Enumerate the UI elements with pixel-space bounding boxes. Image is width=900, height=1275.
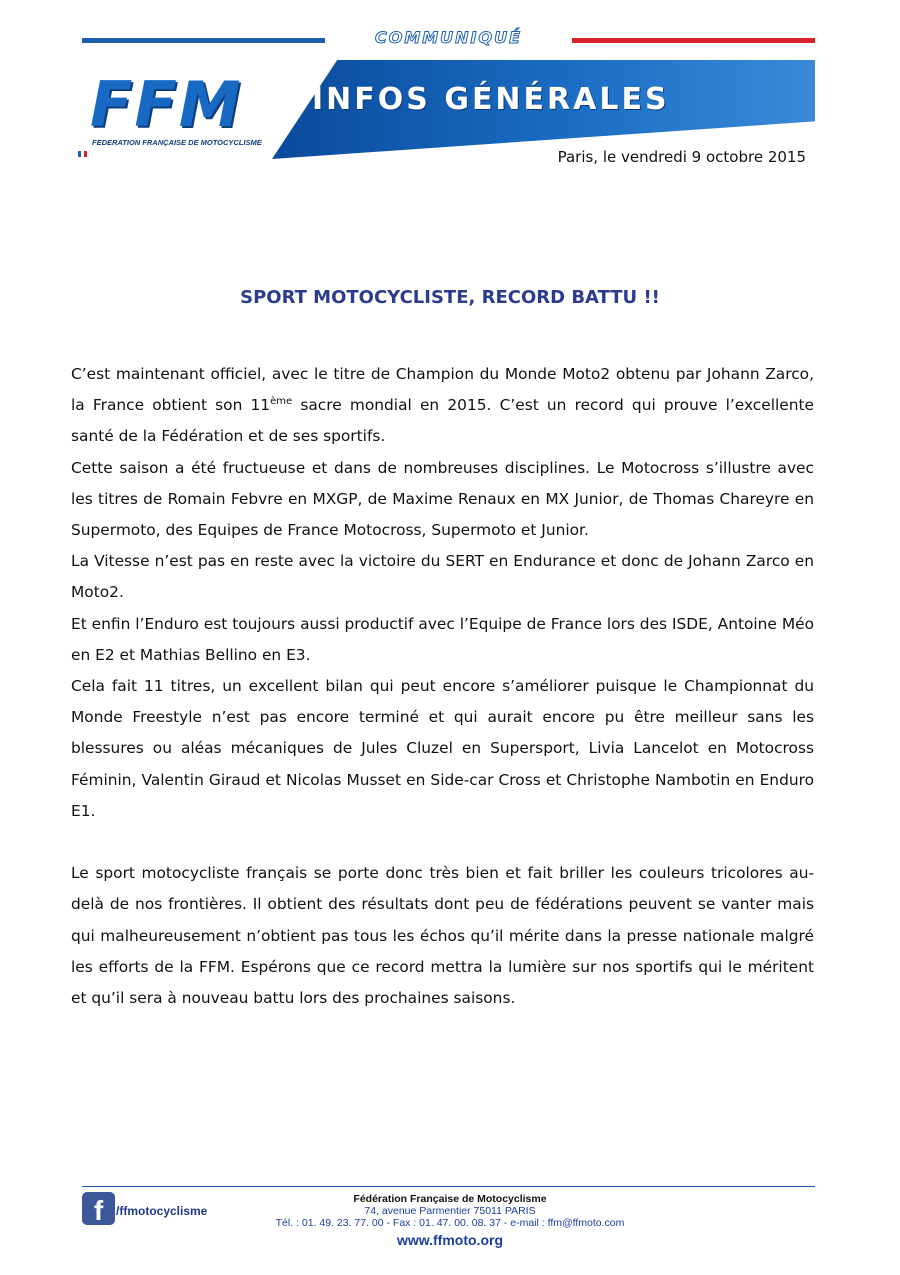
dateline: Paris, le vendredi 9 octobre 2015 — [557, 148, 806, 166]
footer-website-link[interactable]: www.ffmoto.org — [396, 1232, 504, 1248]
paragraph-6: Le sport motocycliste français se porte donc très bien et fait briller les couleurs tricolores au-delà de nos frontières. Il obtient des résultats dont peu de fédérations peuvent se vanter mais qui malheureusement n’obtient pas tous les échos qu’il mérite dans la presse nationale malgré les efforts de la FFM. Espérons que ce record mettra la lumière sur nos sportifs qui le méritent et qu’il sera à nouveau battu lors des prochaines saisons. — [71, 864, 814, 1008]
ordinal-superscript: ème — [270, 396, 293, 408]
paragraph-5: Cela fait 11 titres, un excellent bilan qui peut encore s’améliorer puisque le Championnat du Monde Freestyle n’est pas encore terminé et qui aurait encore pu être meilleur sans les blessures ou aléas mécaniques de Jules Cluzel en Supersport, Livia Lancelot en Motocross Féminin, Valentin Giraud et Nicolas Musset en Side-car Cross et Christophe Nambotin en Enduro E1. — [71, 677, 814, 820]
article-headline: SPORT MOTOCYCLISTE, RECORD BATTU !! — [240, 287, 660, 308]
footer-contact: Tél. : 01. 49. 23. 77. 00 - Fax : 01. 47. 00. 08. 37 - e-mail : ffm@ffmoto.com — [275, 1217, 625, 1229]
paragraph-3: La Vitesse n’est pas en reste avec la victoire du SERT en Endurance et donc de Johann Zarco en Moto2. — [71, 552, 814, 602]
paragraph-1 — [71, 359, 814, 453]
communique-label: COMMUNIQUÉ — [374, 28, 523, 47]
footer-contact-block — [240, 1193, 660, 1229]
french-flag-icon — [78, 142, 88, 148]
paragraph-1-text-a: C’est maintenant officiel, avec le titre de Champion du Monde Moto2 obtenu par Johann Zarco, la France obtient son 11 — [71, 365, 814, 415]
header-rule-red — [572, 38, 815, 43]
paragraph-2: Cette saison a été fructueuse et dans de nombreuses disciplines. Le Motocross s’illustre avec les titres de Romain Febvre en MXGP, de Maxime Renaux en MX Junior, de Thomas Chareyre en Supermoto, des Equipes de France Motocross, Supermoto et Junior. — [71, 458, 814, 540]
facebook-icon[interactable]: f — [82, 1192, 115, 1225]
facebook-link[interactable]: /ffmotocyclisme — [116, 1204, 208, 1218]
logo-subtitle: FEDERATION FRANÇAISE DE MOTOCYCLISME — [92, 138, 262, 147]
footer-rule — [82, 1186, 815, 1187]
article-body — [71, 359, 814, 1014]
paragraph-1-text-b: sacre mondial en 2015. C’est un record qui prouve l’excellente santé de la Fédération et de ses sportifs. — [71, 396, 814, 446]
footer-address: 74, avenue Parmentier 75011 PARIS — [364, 1205, 536, 1217]
logo-letters: FFM — [90, 68, 243, 141]
ffm-logo — [78, 70, 278, 152]
header-rule-blue — [82, 38, 325, 43]
footer-org-name: Fédération Française de Motocyclisme — [353, 1193, 547, 1205]
paragraph-4: Et enfin l’Enduro est toujours aussi productif avec l’Equipe de France lors des ISDE, Antoine Méo en E2 et Mathias Bellino en E3. — [71, 614, 814, 664]
banner-title: INFOS GÉNÉRALES — [312, 82, 670, 117]
